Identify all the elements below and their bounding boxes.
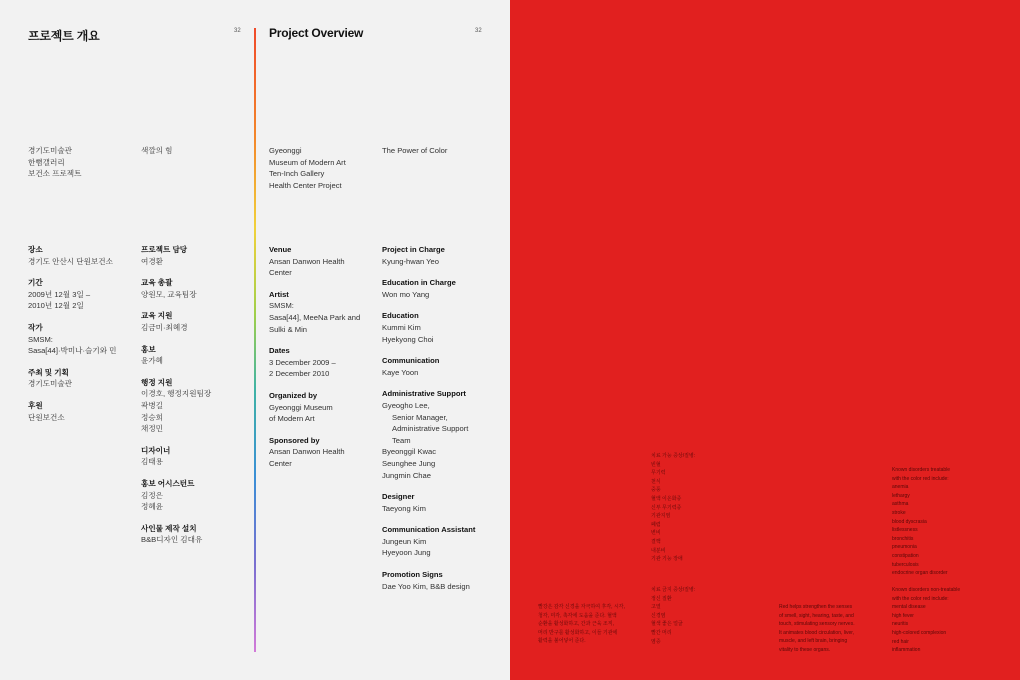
english-page-number: 32	[475, 28, 482, 34]
credit-value: 2009년 12월 3일 –	[28, 289, 91, 299]
credit-label: 행정 지원	[141, 377, 173, 387]
text-line: The Power of Color	[382, 146, 448, 155]
credit-value: 채정민	[141, 424, 164, 434]
text-line: 폐렴	[651, 521, 661, 528]
credit-label: Artist	[269, 289, 289, 299]
credit-block	[141, 478, 211, 513]
credit-label: Sponsored by	[269, 435, 320, 445]
text-line: bronchitis	[892, 535, 914, 542]
credit-value: 여경환	[141, 256, 164, 266]
credit-value: Sasa[44], MeeNa Park and	[269, 312, 361, 322]
text-line: 빨간 머리	[651, 629, 672, 636]
credit-value: 경기도미술관	[28, 379, 73, 389]
credit-label: Dates	[269, 346, 290, 356]
text-line: anemia	[892, 484, 909, 491]
credit-value: Ansan Danwon Health	[269, 447, 345, 457]
credit-block	[269, 390, 360, 425]
korean-credits-col1	[28, 244, 117, 433]
credit-value: Byeonggil Kwac	[382, 447, 437, 457]
credit-block	[382, 244, 475, 267]
credit-block	[382, 310, 475, 345]
text-line: high fever	[892, 612, 914, 619]
text-line: Ten-Inch Gallery	[269, 169, 325, 179]
text-line: 기관지염	[651, 513, 671, 520]
text-line: Known disorders non-treatable	[892, 587, 961, 593]
credit-label: 기간	[28, 278, 43, 288]
credit-label: Administrative Support	[382, 389, 466, 399]
credit-block	[382, 491, 475, 514]
text-line: 치료 금지 증상/질병:	[651, 587, 696, 593]
text-line: 빨강은 감각 신경을 자극하여 후각, 시각,	[538, 604, 626, 610]
credit-value: 윤가혜	[141, 356, 164, 366]
english-treatable-list	[892, 466, 950, 578]
text-line: 순환을 활성화하고, 간과 근육 조직,	[538, 621, 614, 628]
credit-block	[382, 388, 475, 481]
credit-value: 경기도 안산시 단원보건소	[28, 256, 113, 266]
text-line: 치료 가능 증상/질병:	[651, 453, 696, 459]
credit-label: Education in Charge	[382, 278, 456, 288]
text-line: with the color red include:	[892, 475, 949, 482]
credit-label: 홍보	[141, 344, 156, 354]
credit-value: Gyeogho Lee,	[382, 400, 430, 410]
credit-label: 주최 및 기획	[28, 367, 69, 377]
text-line: 염증	[651, 638, 661, 645]
text-line: 활력을 불어넣어 준다.	[538, 638, 586, 645]
text-line: mental disease	[892, 604, 926, 611]
text-line: 색깔의 힘	[141, 146, 173, 155]
text-line: 내분비	[651, 547, 666, 554]
text-line: red hair	[892, 638, 909, 645]
credit-block	[28, 400, 117, 423]
text-line: 고열	[651, 604, 661, 611]
credit-value: Sulki & Min	[269, 324, 307, 334]
korean-intro-right	[141, 145, 172, 157]
text-line: constipation	[892, 552, 919, 559]
credit-label: Project in Charge	[382, 245, 445, 254]
english-credits-col2	[382, 244, 475, 602]
credit-value: Ansan Danwon Health	[269, 256, 345, 266]
text-line: Known disorders treatable	[892, 467, 951, 473]
credit-value: Won mo Yang	[382, 289, 430, 299]
credit-label: Education	[382, 311, 419, 321]
credit-value: Dae Yoo Kim, B&B design	[382, 581, 470, 591]
text-line: 기관 기능 장애	[651, 556, 683, 563]
credit-value: 정혜윤	[141, 502, 164, 512]
text-line: endocrine organ disorder	[892, 570, 948, 577]
text-line: 보건소 프로젝트	[28, 169, 82, 179]
credit-block	[141, 523, 211, 546]
korean-treatable-list	[651, 452, 695, 564]
credit-block	[382, 355, 475, 378]
text-line: 변비	[651, 530, 661, 537]
text-line: 혈액 이온화증	[651, 495, 682, 502]
korean-non-treatable-list	[651, 586, 695, 646]
text-line: Museum of Modern Art	[269, 157, 346, 167]
credit-block	[28, 277, 117, 312]
english-credits-col1	[269, 244, 360, 480]
credit-label: 교육 총괄	[141, 278, 173, 288]
korean-intro-left	[28, 145, 81, 180]
text-line: muscle, and left brain, bringing	[779, 638, 848, 645]
credit-value: Taeyong Kim	[382, 503, 426, 513]
credit-value: B&B디자인 김대유	[141, 535, 203, 545]
credit-label: 프로젝트 담당	[141, 245, 188, 254]
credit-block	[141, 344, 211, 367]
text-line: 신부 무기력증	[651, 504, 682, 511]
text-line: blood dyscrasia	[892, 518, 927, 525]
text-line: asthma	[892, 501, 909, 508]
credit-value: 김태용	[141, 457, 164, 467]
english-intro-right	[382, 145, 447, 157]
english-non-treatable-list	[892, 586, 960, 655]
credit-block	[141, 445, 211, 468]
text-line: 한뼘갤러리	[28, 157, 65, 167]
credit-value: Hyekyong Choi	[382, 334, 434, 344]
korean-credits-col2	[141, 244, 211, 556]
text-line: pneumonia	[892, 544, 917, 551]
text-line: 무기력	[651, 470, 666, 477]
credit-block	[269, 435, 360, 470]
credit-block	[141, 244, 211, 267]
credit-value: 2010년 12월 2일	[28, 301, 84, 311]
credit-label: 후원	[28, 400, 43, 410]
korean-page-number: 32	[234, 28, 241, 34]
english-paragraph	[779, 603, 855, 655]
credit-value: 2 December 2010	[269, 369, 330, 379]
text-line: high-colored complexion	[892, 629, 947, 636]
credit-label: Organized by	[269, 390, 318, 400]
english-intro-left	[269, 145, 346, 191]
credit-label: 사인물 제작 설치	[141, 523, 197, 533]
credit-value: 김금미·최혜경	[141, 322, 188, 332]
english-title: Project Overview	[269, 26, 364, 40]
credit-value: 양원모, 교육팀장	[141, 289, 197, 299]
text-line: 빈혈	[651, 461, 661, 468]
text-line: 중풍	[651, 487, 661, 494]
credit-value: Center	[269, 268, 292, 278]
credit-label: 홍보 어시스턴트	[141, 478, 195, 488]
credit-block	[28, 367, 117, 390]
credit-block	[382, 524, 475, 559]
text-line: tuberculosis	[892, 561, 919, 568]
text-line: neuritis	[892, 621, 909, 628]
credit-value: SMSM:	[28, 334, 53, 344]
right-page	[510, 0, 1020, 680]
credit-value: 3 December 2009 –	[269, 357, 336, 367]
credit-label: Venue	[269, 245, 292, 254]
credit-label: 작가	[28, 322, 43, 332]
korean-title: 프로젝트 개요	[28, 29, 100, 43]
credit-label: Promotion Signs	[382, 570, 443, 580]
text-line: inflammation	[892, 647, 921, 654]
credit-block	[28, 322, 117, 357]
text-line: 천식	[651, 478, 661, 485]
text-line: lethargy	[892, 492, 910, 499]
text-line: of smell, sight, hearing, taste, and	[779, 612, 854, 619]
credit-block	[382, 277, 475, 300]
text-line: touch, stimulating sensory nerves.	[779, 621, 855, 628]
text-line: Red helps strengthen the senses	[779, 604, 853, 610]
credit-value: Gyeonggi Museum	[269, 402, 333, 412]
credit-value: of Modern Art	[269, 414, 315, 424]
text-line: 청각, 미각, 촉각에 도움을 준다. 혈액	[538, 612, 617, 619]
credit-value: 단원보건소	[28, 412, 65, 422]
credit-value: 곽병길	[141, 400, 164, 410]
credit-value: Hyeyoon Jung	[382, 548, 431, 558]
credit-value: Jungeun Kim	[382, 536, 427, 546]
credit-value: Senior Manager,	[392, 412, 448, 422]
credit-value: 김정은	[141, 490, 164, 500]
credit-block	[269, 244, 360, 279]
text-line: with the color red include:	[892, 595, 949, 602]
text-line: Health Center Project	[269, 180, 342, 190]
credit-value: Administrative Support	[392, 424, 469, 434]
gradient-divider	[254, 28, 256, 652]
credit-block	[382, 569, 475, 592]
credit-value: 정승희	[141, 412, 164, 422]
text-line: 정신 질환	[651, 595, 672, 602]
credit-value: Kummi Kim	[382, 322, 421, 332]
text-line: stroke	[892, 509, 906, 516]
credit-value: 이경호, 행정지원팀장	[141, 389, 212, 399]
text-line: 신경염	[651, 612, 666, 619]
credit-value: Team	[392, 435, 411, 445]
credit-value: Kaye Yoon	[382, 367, 419, 377]
credit-value: Kyung-hwan Yeo	[382, 256, 440, 266]
credit-block	[141, 310, 211, 333]
credit-block	[269, 289, 360, 335]
credit-label: 장소	[28, 245, 43, 254]
credit-value: Sasa[44]·박미나·슬기와 민	[28, 346, 117, 356]
credit-label: Designer	[382, 492, 415, 502]
credit-label: Communication	[382, 356, 440, 366]
text-line: 혈색 좋은 얼굴	[651, 621, 683, 628]
credit-value: SMSM:	[269, 301, 294, 311]
text-line: listlessness	[892, 527, 918, 534]
credit-label: 디자이너	[141, 445, 171, 455]
text-line: 머리 반구를 활성화하고, 이들 기관에	[538, 629, 618, 636]
text-line: vitality to these organs.	[779, 646, 831, 653]
text-line: 경기도미술관	[28, 146, 73, 155]
credit-label: Communication Assistant	[382, 525, 476, 535]
text-line: Gyeonggi	[269, 146, 302, 155]
credit-block	[141, 377, 211, 435]
credit-value: Jungmin Chae	[382, 470, 431, 480]
text-line: It animates blood circulation, liver,	[779, 629, 855, 636]
credit-block	[269, 345, 360, 380]
credit-value: Center	[269, 458, 292, 468]
korean-paragraph	[538, 603, 625, 646]
text-line: 결핵	[651, 538, 661, 545]
credit-block	[28, 244, 117, 267]
credit-block	[141, 277, 211, 300]
credit-label: 교육 지원	[141, 311, 173, 321]
credit-value: Seunghee Jung	[382, 458, 436, 468]
